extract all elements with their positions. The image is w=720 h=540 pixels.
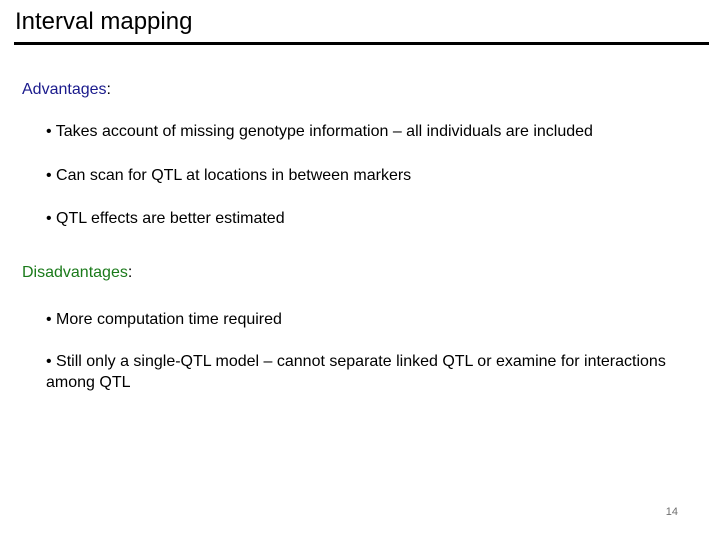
- disadvantages-heading-label: Disadvantages: [22, 264, 128, 281]
- disadvantages-heading-colon: :: [127, 264, 133, 281]
- advantages-heading-colon: :: [106, 81, 111, 98]
- advantage-item-1: • Takes account of missing genotype information – all individuals are included: [46, 123, 593, 140]
- disadvantage-item-2: • Still only a single-QTL model – cannot separate linked QTL or examine for interactions among QTL: [46, 353, 666, 391]
- title-divider: [14, 42, 709, 45]
- slide-title: Interval mapping: [15, 8, 193, 35]
- advantages-heading-label: Advantages: [22, 81, 107, 98]
- advantages-heading: [22, 80, 111, 100]
- page-number: 14: [665, 506, 678, 518]
- disadvantage-item-1: • More computation time required: [46, 311, 282, 328]
- advantage-item-3: • QTL effects are better estimated: [46, 210, 285, 227]
- advantage-item-2: • Can scan for QTL at locations in between markers: [46, 167, 412, 184]
- disadvantages-heading: [22, 263, 132, 283]
